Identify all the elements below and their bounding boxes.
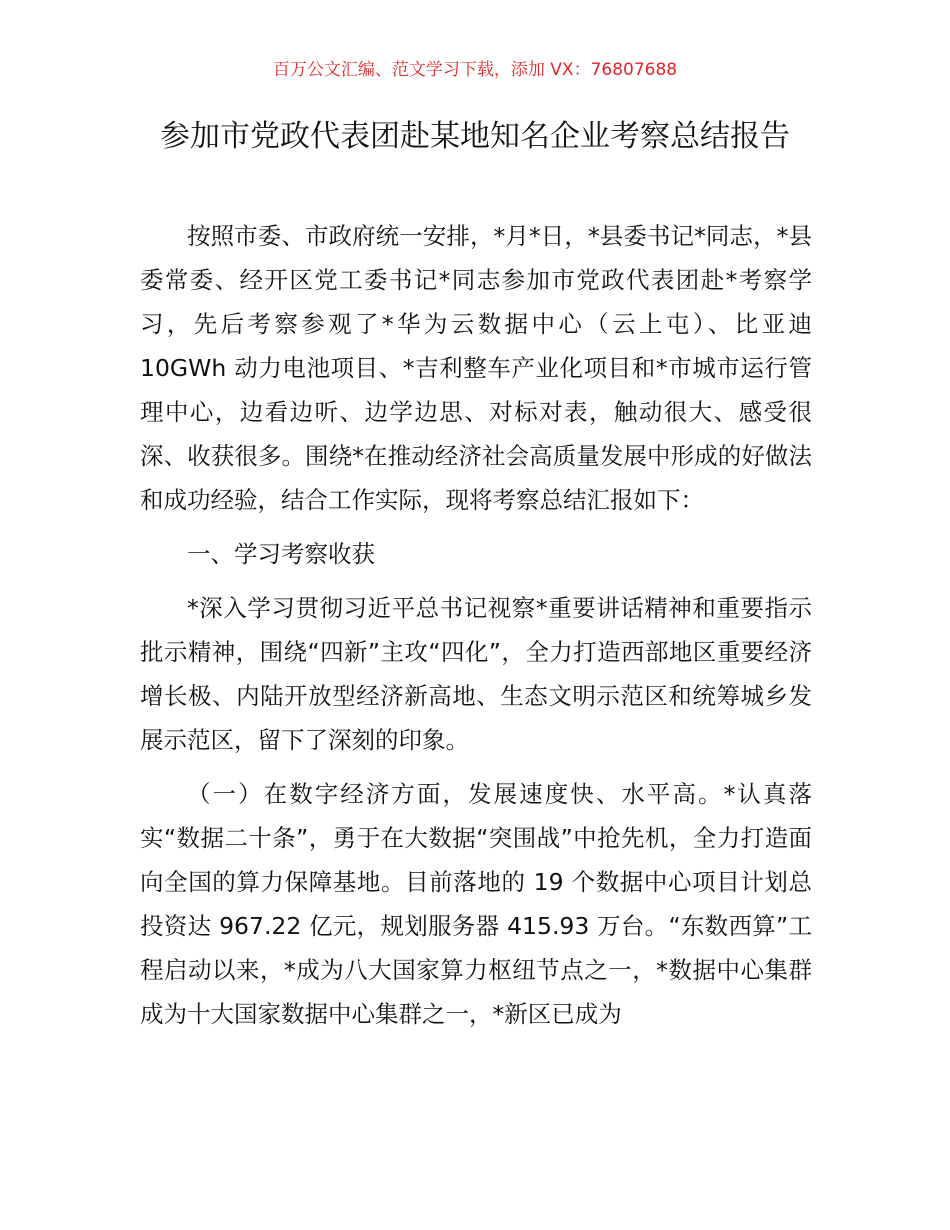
section-heading: 一、学习考察收获	[187, 540, 375, 568]
section-paragraph: *深入学习贯彻习近平总书记视察*重要讲话精神和重要指示批示精神，围绕“四新”主攻“四化”，全力打造西部地区重要经济增长极、内陆开放型经济新高地、生态文明示范区和统筹城乡发展示范区，留下了深刻的印象。	[140, 594, 812, 754]
subsection-paragraph: （一）在数字经济方面，发展速度快、水平高。*认真落实“数据二十条”，勇于在大数据“突围战”中抢先机，全力打造面向全国的算力保障基地。目前落地的 19 个数据中心项目计划总投资达 967.22 亿元，规划服务器 415.93 万台。“东数西算”工程启动以来，*成为八大国家算力枢纽节点之一，*数据中心集群成为十大国家数据中心集群之一，*新区已成为	[140, 780, 812, 1028]
document-body	[140, 214, 812, 1036]
document-title: 参加市党政代表团赴某地知名企业考察总结报告	[160, 119, 790, 154]
intro-paragraph: 按照市委、市政府统一安排，*月*日，*县委书记*同志，*县委常委、经开区党工委书记*同志参加市党政代表团赴*考察学习，先后考察参观了*华为云数据中心（云上屯）、比亚迪 10GWh 动力电池项目、*吉利整车产业化项目和*市城市运行管理中心，边看边听、边学边思、对标对表，触动很大、感受很深、收获很多。围绕*在推动经济社会高质量发展中形成的好做法和成功经验，结合工作实际，现将考察总结汇报如下：	[140, 222, 812, 514]
promo-banner: 百万公文汇编、范文学习下载，添加 VX：76807688	[272, 60, 678, 80]
